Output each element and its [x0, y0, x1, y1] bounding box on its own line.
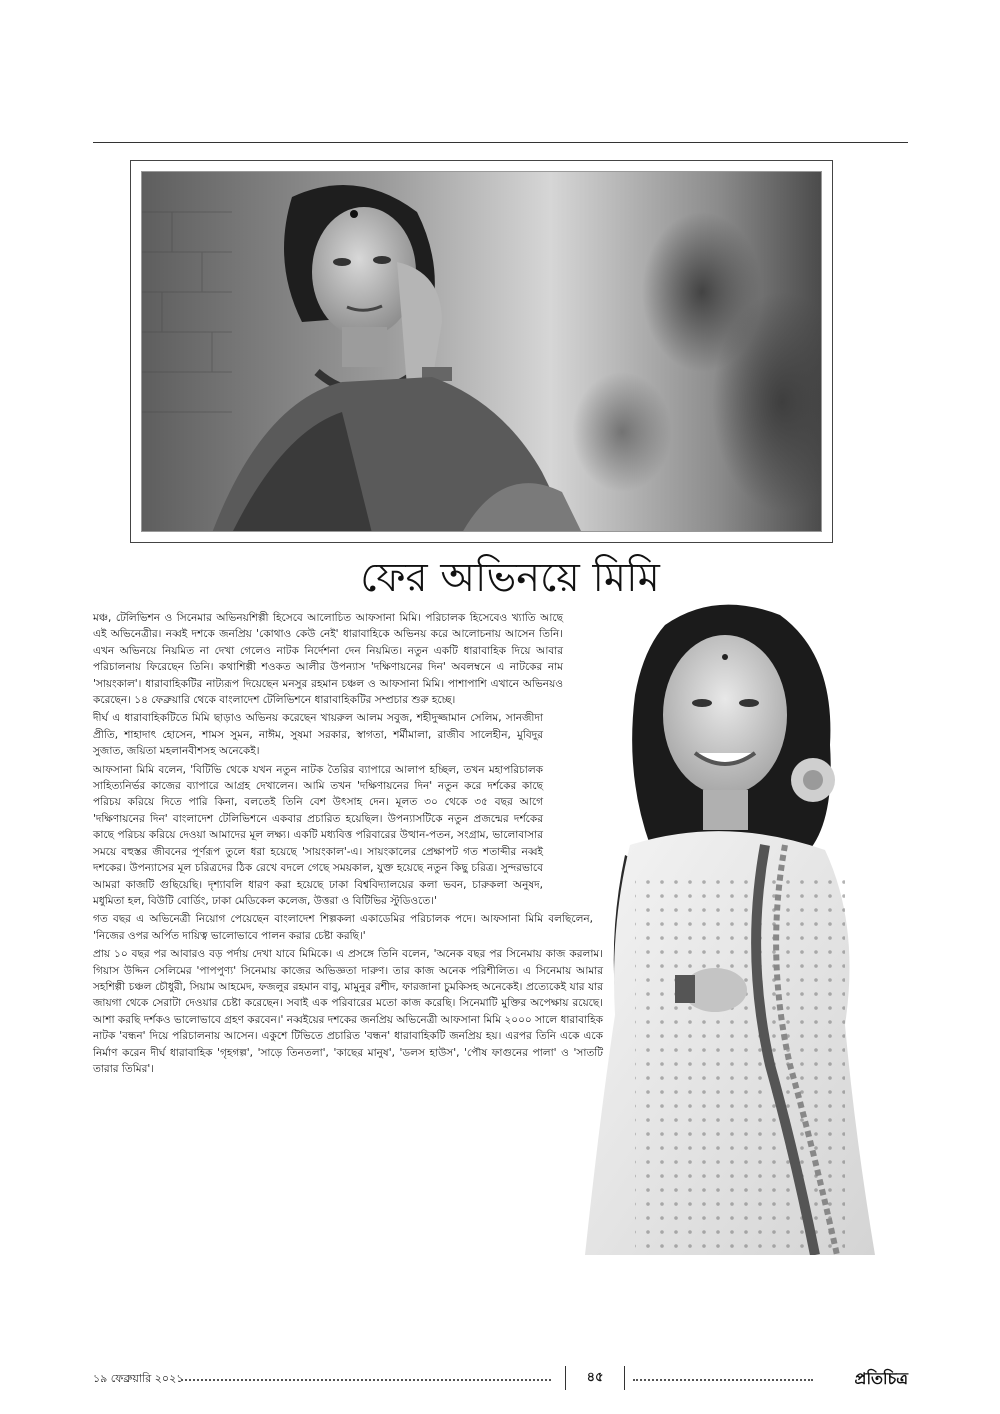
top-photo-illustration — [142, 172, 822, 532]
footer-dotted-leader-right — [633, 1379, 813, 1381]
footer-dotted-leader-left — [181, 1379, 551, 1381]
page-number: ৪৫ — [565, 1366, 625, 1390]
publication-brand: প্রতিচিত্র — [854, 1369, 908, 1388]
top-photo — [141, 171, 822, 532]
paragraph-1: মঞ্চ, টেলিভিশন ও সিনেমার অভিনয়শিল্পী হিসেবে আলোচিত আফসানা মিমি। পরিচালক হিসেবেও খ্যাতি আছে এই অভিনেত্রীর। নব্বই দশকে জনপ্রিয় 'কোথাও কেউ নেই' ধারাবাহিকে অভিনয় করে আলোচনায় আসেন তিনি। এখন অভিনয়ে নিয়মিত না দেখা গেলেও নাটক নির্দেশনা দেন নিয়মিত। নতুন একটি ধারাবাহিক দিয়ে আবার পরিচালনায় ফিরেছেন তিনি। কথাশিল্পী শওকত আলীর উপন্যাস 'দক্ষিণায়নের দিন' অবলম্বনে এ নাটকের নাম 'সায়ংকাল'। ধারাবাহিকটির নাট্যরূপ দিয়েছেন মনসুর রহমান চঞ্চল ও আফসানা মিমি। পাশাপাশি এখানে অভিনয়ও করেছেন। ১৪ ফেব্রুয়ারি থেকে বাংলাদেশ টেলিভিশনে ধারাবাহিকটির সম্প্রচার শুরু হচ্ছে। — [93, 612, 563, 707]
top-photo-frame — [130, 160, 833, 543]
paragraph-5: প্রায় ১০ বছর পর আবারও বড় পর্দায় দেখা যাবে মিমিকে। এ প্রসঙ্গে তিনি বলেন, 'অনেক বছর পর সিনেমায় কাজ করলাম। গিয়াস উদ্দিন সেলিমের 'পাপপুণ্য' সিনেমায় কাজের অভিজ্ঞতা দারুণ। তার কাজ অনেক পরিশীলিত। এ সিনেমায় আমার সহশিল্পী চঞ্চল চৌধুরী, সিয়াম আহমেদ, ফজলুর রহমান বাবু, মামুনুর রশীদ, ফারজানা চুমকিসহ অনেকেই। প্রত্যেকেই যার যার জায়গা থেকে সেরাটা দেওয়ার চেষ্টা করেছেন। সবাই এক পরিবারের মতো কাজ করেছি। সিনেমাটি মুক্তির অপেক্ষায় রয়েছে। আশা করছি দর্শকও ভালোভাবে গ্রহণ করবেন।' নব্বইয়ের দশকের জনপ্রিয় অভিনেত্রী আফসানা মিমি ২০০০ সালে ধারাবাহিক নাটক 'বন্ধন' দিয়ে পরিচালনায় আসেন। একুশে টিভিতে প্রচারিত 'বন্ধন' ধারাবাহিকটি জনপ্রিয় হয়। এরপর তিনি একে একে নির্মাণ করেন দীর্ঘ ধারাবাহিক 'গৃহগল্প', 'সাড়ে তিনতলা', 'কাছের মানুষ', 'ডলস হাউস', 'পৌষ ফাগুনের পালা' ও 'সাতটি তারার তিমির'। — [93, 948, 603, 1075]
page-footer — [93, 1366, 908, 1392]
article-body — [93, 610, 873, 1079]
paragraph-2: দীর্ঘ এ ধারাবাহিকটিতে মিমি ছাড়াও অভিনয় করেছেন খায়রুল আলম সবুজ, শহীদুজ্জামান সেলিম, সানজীদা প্রীতি, শাহাদাৎ হোসেন, শামস সুমন, নাঈম, সুষমা সরকার, স্বাগতা, শর্মীমালা, রাজীব সালেহীন, মুবিদুর সুজাত, জয়িতা মহলানবীশসহ অনেকেই। — [93, 712, 543, 758]
article-title: ফের অভিনয়ে মিমি — [360, 555, 660, 601]
footer-date: ১৯ ফেব্রুয়ারি ২০২১ — [93, 1372, 184, 1385]
top-rule — [93, 142, 908, 143]
paragraph-3: আফসানা মিমি বলেন, 'বিটিভি থেকে যখন নতুন নাটক তৈরির ব্যাপারে আলাপ হচ্ছিল, তখন মহাপরিচালক সাহিত্যনির্ভর কাজের ব্যাপারে আগ্রহ দেখালেন। আমি তখন 'দক্ষিণায়নের দিন' নতুন করে দর্শকের কাছে পরিচয় করিয়ে দিতে পারি কিনা, বলতেই তিনি বেশ উৎসাহ দেন। মূলত ৩০ থেকে ৩৫ বছর আগে 'দক্ষিণায়নের দিন' বাংলাদেশ টেলিভিশনে একবার প্রচারিত হয়েছিল। উপন্যাসটিকে নতুন প্রজন্মের দর্শকের কাছে পরিচয় করিয়ে দেওয়া আমাদের মূল লক্ষ্য। একটি মধ্যবিত্ত পরিবারের উত্থান-পতন, সংগ্রাম, ভালোবাসার সময়ে বহুস্তর জীবনের পূর্ণরূপ তুলে ধরা হয়েছে 'সায়ংকাল'-এ। সায়ংকালের প্রেক্ষাপট গত শতাব্দীর নব্বই দশকের। উপন্যাসের মূল চরিত্রদের ঠিক রেখে বদলে গেছে সময়কাল, যুক্ত হয়েছে নতুন কিছু চরিত্র। সুন্দরভাবে আমরা কাজটি গুছিয়েছি। দৃশ্যাবলি ধারণ করা হয়েছে ঢাকা বিশ্ববিদ্যালয়ের কলা ভবন, চারুকলা অনুষদ, মধুমিতা হল, বিউটি বোর্ডিং, ঢাকা মেডিকেল কলেজ, উত্তরা ও বিটিভির স্টুডিওতে।' — [93, 763, 543, 907]
paragraph-4: গত বছর এ অভিনেত্রী নিয়োগ পেয়েছেন বাংলাদেশ শিল্পকলা একাডেমির পরিচালক পদে। আফসানা মিমি বলছিলেন, 'নিজের ওপর অর্পিত দায়িত্ব ভালোভাবে পালন করার চেষ্টা করছি।' — [93, 913, 593, 942]
